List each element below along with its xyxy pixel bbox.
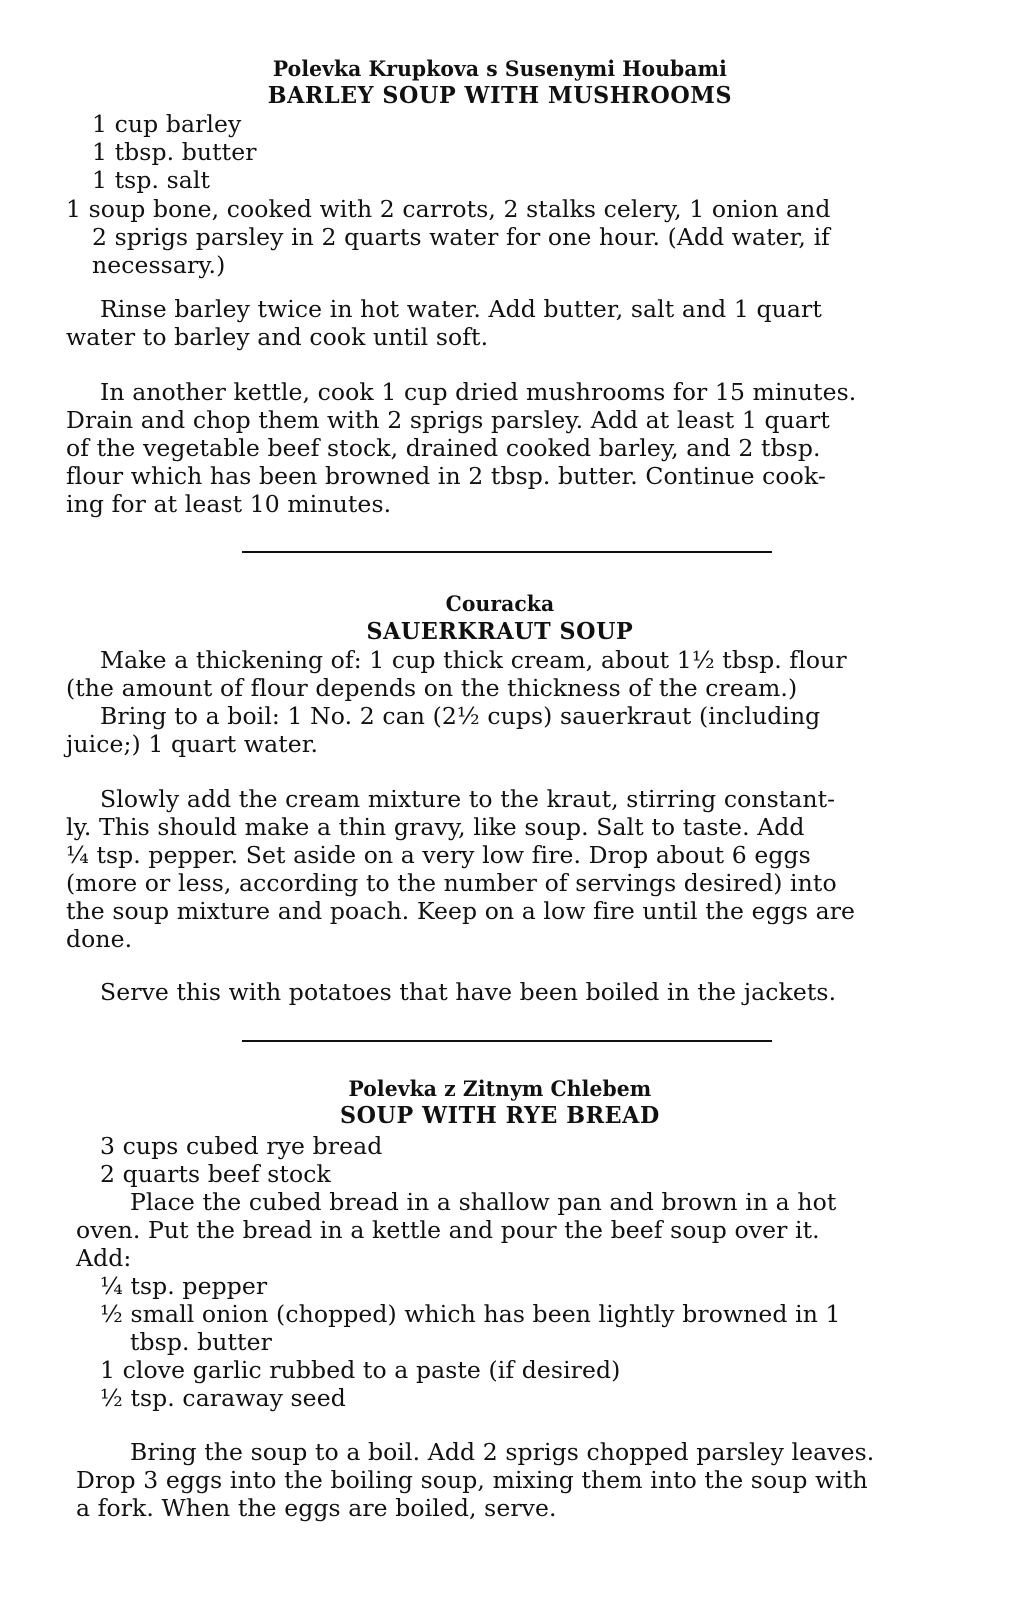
ingredient-line: 1 tbsp. butter — [92, 138, 257, 166]
paragraph-line: Slowly add the cream mixture to the kraut, stirring constant- — [100, 785, 836, 813]
recipe-2-subtitle: Couracka — [445, 591, 555, 616]
paragraph-line: oven. Put the bread in a kettle and pour the beef soup over it. — [76, 1216, 820, 1244]
ingredient-line: ¼ tsp. pepper — [100, 1272, 268, 1300]
recipe-3-subtitle: Polevka z Zitnym Chlebem — [348, 1076, 652, 1101]
paragraph-line: ¼ tsp. pepper. Set aside on a very low fire. Drop about 6 eggs — [66, 841, 811, 869]
ingredient-line: 2 quarts beef stock — [100, 1160, 331, 1188]
paragraph-line: of the vegetable beef stock, drained cooked barley, and 2 tbsp. — [66, 434, 821, 462]
ingredient-line: 1 clove garlic rubbed to a paste (if desired) — [100, 1356, 621, 1384]
paragraph-line: a fork. When the eggs are boiled, serve. — [76, 1494, 557, 1522]
paragraph-line: Drop 3 eggs into the boiling soup, mixing them into the soup with — [76, 1466, 868, 1494]
paragraph-line: (the amount of flour depends on the thickness of the cream.) — [66, 674, 798, 702]
paragraph-line: Make a thickening of: 1 cup thick cream, about 1½ tbsp. flour — [100, 646, 847, 674]
paragraph-line: Add: — [76, 1244, 132, 1272]
paragraph-line: the soup mixture and poach. Keep on a low fire until the eggs are — [66, 897, 856, 925]
section-divider — [242, 1040, 772, 1042]
recipe-1-subtitle: Polevka Krupkova s Susenymi Houbami — [272, 56, 727, 81]
paragraph-line: water to barley and cook until soft. — [66, 323, 489, 351]
paragraph-line: (more or less, according to the number of servings desired) into — [66, 869, 837, 897]
ingredient-line: 1 tsp. salt — [92, 166, 211, 194]
recipe-1-title: BARLEY SOUP WITH MUSHROOMS — [267, 82, 733, 109]
ingredient-line: 1 soup bone, cooked with 2 carrots, 2 stalks celery, 1 onion and — [66, 195, 831, 223]
ingredient-line: ½ small onion (chopped) which has been lightly browned in 1 — [100, 1300, 841, 1328]
paragraph-line: Bring to a boil: 1 No. 2 can (2½ cups) sauerkraut (including — [100, 702, 821, 730]
ingredient-line: 2 sprigs parsley in 2 quarts water for one hour. (Add water, if — [92, 223, 830, 251]
paragraph-line: In another kettle, cook 1 cup dried mushrooms for 15 minutes. — [100, 378, 857, 406]
ingredient-line: 1 cup barley — [92, 110, 242, 138]
paragraph-line: juice;) 1 quart water. — [66, 730, 319, 758]
recipe-2-title: SAUERKRAUT SOUP — [366, 618, 634, 645]
paragraph-line: Rinse barley twice in hot water. Add butter, salt and 1 quart — [100, 295, 822, 323]
paragraph-line: flour which has been browned in 2 tbsp. butter. Continue cook- — [66, 462, 826, 490]
paragraph-line: Place the cubed bread in a shallow pan and brown in a hot — [130, 1188, 837, 1216]
ingredient-line: ½ tsp. caraway seed — [100, 1384, 346, 1412]
ingredient-line: necessary.) — [92, 251, 226, 279]
section-divider — [242, 551, 772, 553]
paragraph-line: ly. This should make a thin gravy, like soup. Salt to taste. Add — [66, 813, 805, 841]
paragraph-line: done. — [66, 925, 133, 953]
paragraph-line: Serve this with potatoes that have been boiled in the jackets. — [100, 978, 837, 1006]
paragraph-line: Drain and chop them with 2 sprigs parsley. Add at least 1 quart — [66, 406, 830, 434]
ingredient-line: 3 cups cubed rye bread — [100, 1132, 383, 1160]
paragraph-line: Bring the soup to a boil. Add 2 sprigs chopped parsley leaves. — [130, 1438, 875, 1466]
recipe-3-title: SOUP WITH RYE BREAD — [339, 1102, 660, 1129]
ingredient-line: tbsp. butter — [130, 1328, 272, 1356]
paragraph-line: ing for at least 10 minutes. — [66, 490, 392, 518]
